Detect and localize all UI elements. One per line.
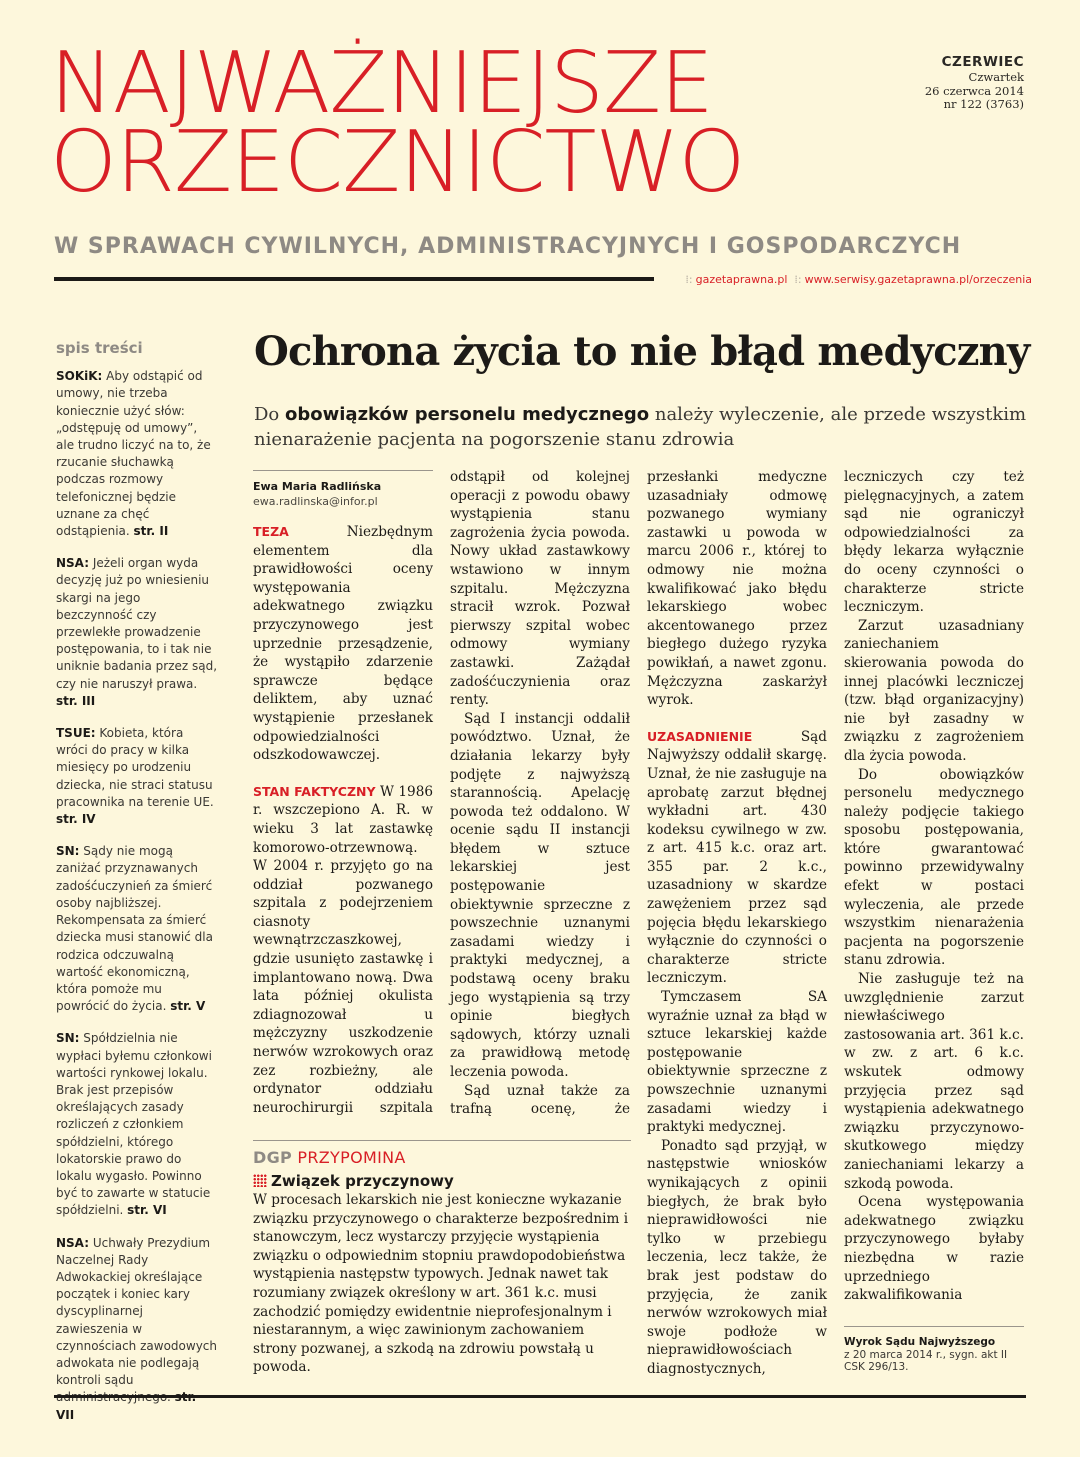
dot-grid-icon xyxy=(253,1174,267,1187)
toc-entry-text: Jeżeli organ wyda decyzję już po wniesieniu skargi na jego bezczynność czy przewlekłe prowadzenie postępowania, to i tak nie uniknie badania przez sąd, czy nie naruszył prawa. xyxy=(56,556,218,691)
toc-entry-text: Sądy nie mogą zaniżać przyznawanych zadośćuczynień za śmierć osoby najbliższej. Rekompensata za śmierć dziecka musi stanowić dla rodzica odczuwalną wartość ekonomiczną, która pomoże mu powrócić do życia. xyxy=(56,844,213,1014)
uzasadnienie-label: UZASADNIENIE xyxy=(647,728,753,744)
stan-faktyczny-label: STAN FAKTYCZNY xyxy=(253,783,376,799)
toc-entry-tag: NSA: xyxy=(56,556,89,571)
teza-label: TEZA xyxy=(253,524,289,539)
dgp-heading-text: PRZYPOMINA xyxy=(292,1148,406,1167)
dots-icon: ⁞: xyxy=(794,273,802,286)
paragraph xyxy=(844,1193,1024,1305)
masthead-links xyxy=(662,273,1032,286)
toc-entry[interactable] xyxy=(56,843,218,1015)
toc-heading: spis treści xyxy=(56,339,143,357)
lead-text: Do xyxy=(254,404,285,425)
paragraph-text: leczniczych czy też pielęgnacyjnych, a zatem sąd nie ograniczył odpowiedzialności za błędy lekarza wyłącznie do oceny czynności o charakterze stricte leczniczym. xyxy=(844,469,1024,616)
toc-entry[interactable] xyxy=(56,1030,218,1219)
dots-icon: ⁞: xyxy=(685,273,693,286)
toc-entry-text: Uchwały Prezydium Naczelnej Rady Adwokackiej określające początek i koniec kary dyscyplinarnej zawieszenia w czynnościach zawodowych adwokata nie podlegają kontroli sądu xyxy=(56,1235,217,1388)
toc-entry-page: str. V xyxy=(170,999,206,1014)
toc-entry-tag: NSA: xyxy=(56,1235,89,1250)
toc-entry-text: Aby odstąpić od umowy, nie trzeba koniecznie użyć słów: „odstępuję od umowy”, ale trudno liczyć na to, że rzucanie słuchawką podczas rozmowy telefonicznej będzie uznane za chęć odstąpienia. xyxy=(56,369,211,539)
masthead-title-line1: NAJWAŻNIEJSZE xyxy=(50,34,713,133)
stan-faktyczny-paragraph xyxy=(253,783,433,1118)
lead-bold: obowiązków personelu medycznego xyxy=(285,404,650,425)
dgp-brand: DGP xyxy=(253,1148,293,1167)
toc-entry-page: str. II xyxy=(133,524,169,539)
article-column-3 xyxy=(647,468,827,1379)
paragraph-continued xyxy=(844,468,1024,617)
dgp-heading xyxy=(253,1148,631,1167)
toc-entry-tag: SN: xyxy=(56,844,80,859)
paragraph-continued xyxy=(450,468,630,710)
toc-entry-page: VII xyxy=(56,1407,75,1422)
table-of-contents xyxy=(56,340,218,1439)
spacer xyxy=(253,765,433,783)
toc-entry-tag: TSUE: xyxy=(56,726,96,741)
article-column-2 xyxy=(450,468,630,1119)
paragraph: Do obowiązków personelu medycznego należy podjęcie takiego sposobu postępowania, które gwarantować powinno przewidywalny efekt w postaci wyleczenia, ale przede wszystkim nienarażenia pacjenta na pogorszenie stanu zdrowia. xyxy=(844,766,1024,969)
date-block xyxy=(925,54,1024,112)
dgp-subtitle-row xyxy=(253,1172,631,1190)
paragraph-text: Ocena występowania adekwatnego związku przyczynowego byłaby niezbędna w razie uprzedniego zakwalifikowania xyxy=(844,1194,1024,1304)
toc-entry-text: Spółdzielnia nie wypłaci byłemu członkowi wartości rynkowej lokalu. Brak jest przepisów określających zasady rozliczeń z członkiem spółdzielni, którego lokatorskie prawo do lokalu wygasło. Powinno być to zawarte w statucie spółdzielni. xyxy=(56,1031,212,1218)
toc-entry[interactable] xyxy=(56,725,218,828)
paragraph-continued xyxy=(647,468,827,710)
teza-paragraph xyxy=(253,523,433,765)
toc-entry-text: Kobieta, która wróci do pracy w kilka miesięcy po urodzeniu dziecka, nie straci statusu pracownika na terenie UE. xyxy=(56,726,214,809)
paragraph-text: przesłanki medyczne uzasadniały odmowę pozwanego wymiany zastawki u powoda w marcu 2006 r., której to odmowy nie można kwalifikować jako błędu lekarskiego wobec akcentowanego przez biegłego dużego ryzyka powikłań, a nawet zgonu. Mężczyzna zaskarżył wyrok. xyxy=(647,469,827,709)
divider xyxy=(253,470,433,471)
masthead-title-line2: ORZECZNICTWO xyxy=(50,113,745,212)
author-email[interactable]: ewa.radlinska@infor.pl xyxy=(253,495,378,508)
article-column-4 xyxy=(844,468,1024,1305)
ruling-reference xyxy=(844,1326,1024,1374)
masthead-rule xyxy=(54,277,654,281)
toc-entry-page: str. IV xyxy=(56,812,96,827)
uzasadnienie-text: Sąd Najwyższy oddalił skargę. Uznał, że nie zasługuje na aprobatę zarzut błędnej wykładni art. 430 kodeksu cywilnego w zw. z art. 415 k.c. oraz art. 355 par. 2 k.c., uzasadniony w skardze zawężeniem przez sąd pojęcia błędu lekarskiego wyłącznie do czynności o charakterze stricte leczniczym. xyxy=(647,728,827,987)
paragraph xyxy=(647,1137,827,1379)
issue-number: nr 122 (3763) xyxy=(943,97,1024,111)
ruling-title: Wyrok Sądu Najwyższego xyxy=(844,1336,996,1348)
article-column-1 xyxy=(253,470,433,1117)
paragraph-text: odstąpił od kolejnej operacji z powodu obawy wystąpienia stanu zagrożenia życia powoda. Nowy układ zastawkowy wstawiono w innym szpitalu. Mężczyzna stracił wzrok. Pozwał pierwszy szpital wobec odmowy wymiany zastawki. Zażądał zadośćuczynienia oraz renty. xyxy=(450,469,630,709)
dgp-subtitle: Związek przyczynowy xyxy=(271,1172,454,1190)
month-label: CZERWIEC xyxy=(941,54,1024,70)
paragraph: Sąd I instancji oddalił powództwo. Uznał, że działania lekarzy były podjęte z najwyższą starannością. Apelację powoda też oddalono. W ocenie sądu II instancji błędem w sztuce lekarskiej jest postępowanie obiektywnie sprzeczne z powszechnie uznanymi zasadami wiedzy i praktyki medycznej, a podstawą oceny braku jego wystąpienia są trzy opinie biegłych sądowych, którzy uznali za prawidłową metodę leczenia powoda. xyxy=(450,710,630,1080)
link-gazetaprawna[interactable]: gazetaprawna.pl xyxy=(695,273,788,286)
weekday-label: Czwartek xyxy=(968,70,1024,84)
date-label: 26 czerwca 2014 xyxy=(924,83,1024,98)
spacer xyxy=(647,710,827,728)
dgp-reminder-box xyxy=(253,1140,631,1377)
toc-entry-tag: SN: xyxy=(56,1031,80,1046)
link-serwisy[interactable]: www.serwisy.gazetaprawna.pl/orzeczenia xyxy=(804,273,1032,286)
paragraph-text: W 1986 r. wszczepiono A. R. w wieku 3 lat zastawkę komorowo-otrzewnową. W 2004 r. przyjęto go na oddział pozwanego szpitala z podejrzeniem ciasnoty wewnątrzczaszkowej, gdzie usunięto zastawkę i implantowano nową. Dwa lata później okulista zdiagnozował u mężczyzny uszkodzenie nerwów wzrokowych oraz zez rozbieżny, ale ordynator oddziału neurochirurgii szpitala xyxy=(253,783,433,1116)
paragraph: Nie zasługuje też na uwzględnienie zarzut niewłaściwego zastosowania art. 361 k.c. w zw. z art. 6 k.c. wskutek odmowy przyjęcia przez sąd wystąpienia adekwatnego związku przyczynowo-skutkowego między zaniechaniami lekarzy a szkodą powoda. xyxy=(844,971,1024,1192)
teza-text: Niezbędnym elementem dla prawidłowości oceny występowania adekwatnego związku przyczynowego jest uprzednie przesądzenie, że wystąpiło zdarzenie sprawcze będące deliktem, aby uznać wystąpienie przesłanek odpowiedzialności odszkodowawczej. xyxy=(253,524,433,764)
toc-entry[interactable] xyxy=(56,555,218,710)
ruling-text: z 20 marca 2014 r., sygn. akt II CSK 296/13. xyxy=(844,1348,1008,1373)
masthead-subtitle: W SPRAWACH CYWILNYCH, ADMINISTRACYJNYCH I GOSPODARCZYCH xyxy=(54,234,962,259)
toc-entry-page: str. VI xyxy=(127,1203,167,1218)
paragraph-text: Ponadto sąd przyjął, w następstwie wniosków wynikających z opinii biegłych, że brak było nieprawidłowości nie tylko w przebiegu leczenia, lecz także, że brak jest podstaw do przyjęcia, że zanik nerwów wzrokowych miał swoje podłoże w nieprawidłowościach diagnostycznych, xyxy=(647,1137,827,1377)
dgp-body: W procesach lekarskich nie jest konieczne wykazanie związku przyczynowego o charakterze bezpośrednim i stanowczym, lecz wystarczy przyjęcie wystąpienia związku o odpowiednim stopniu prawdopodobieństwa wystąpienia następstw typowych. Jednak nawet tak rozumiany związek określony w art. 361 k.c. musi zachodzić pomiędzy ewidentnie nieprofesjonalnym i niestarannym, a więc zawinionym zachowaniem strony pozwanej, a szkodą na zdrowiu powstałą u powoda. xyxy=(253,1192,629,1376)
author-name: Ewa Maria Radlińska xyxy=(253,480,382,493)
toc-entry[interactable] xyxy=(56,368,218,540)
paragraph-text: Sąd uznał także za trafną ocenę, że xyxy=(450,1082,630,1118)
paragraph xyxy=(450,1082,630,1119)
bottom-rule xyxy=(54,1395,1026,1398)
toc-entry-page: str. III xyxy=(56,693,96,708)
toc-entry-tag: SOKiK: xyxy=(56,369,103,384)
paragraph: Tymczasem SA wyraźnie uznał za błąd w sztuce lekarskiej każde postępowanie obiektywnie sprzeczne z powszechnie uznanymi zasadami wiedzy i praktyki medycznej. xyxy=(647,989,827,1136)
lead-text: należy wyleczenie, ale przede wszystkim nienarażenie pacjenta na pogorszenie stanu zdrowia xyxy=(254,404,1027,450)
uzasadnienie-paragraph xyxy=(647,728,827,988)
article-headline: Ochrona życia to nie błąd medyczny xyxy=(254,328,1030,375)
paragraph: Zarzut uzasadniany zaniechaniem skierowania powoda do innej placówki leczniczej (tzw. błąd organizacyjny) nie był zasadny w związku z zagrożeniem dla życia powoda. xyxy=(844,617,1024,764)
article-lead xyxy=(254,402,1034,452)
